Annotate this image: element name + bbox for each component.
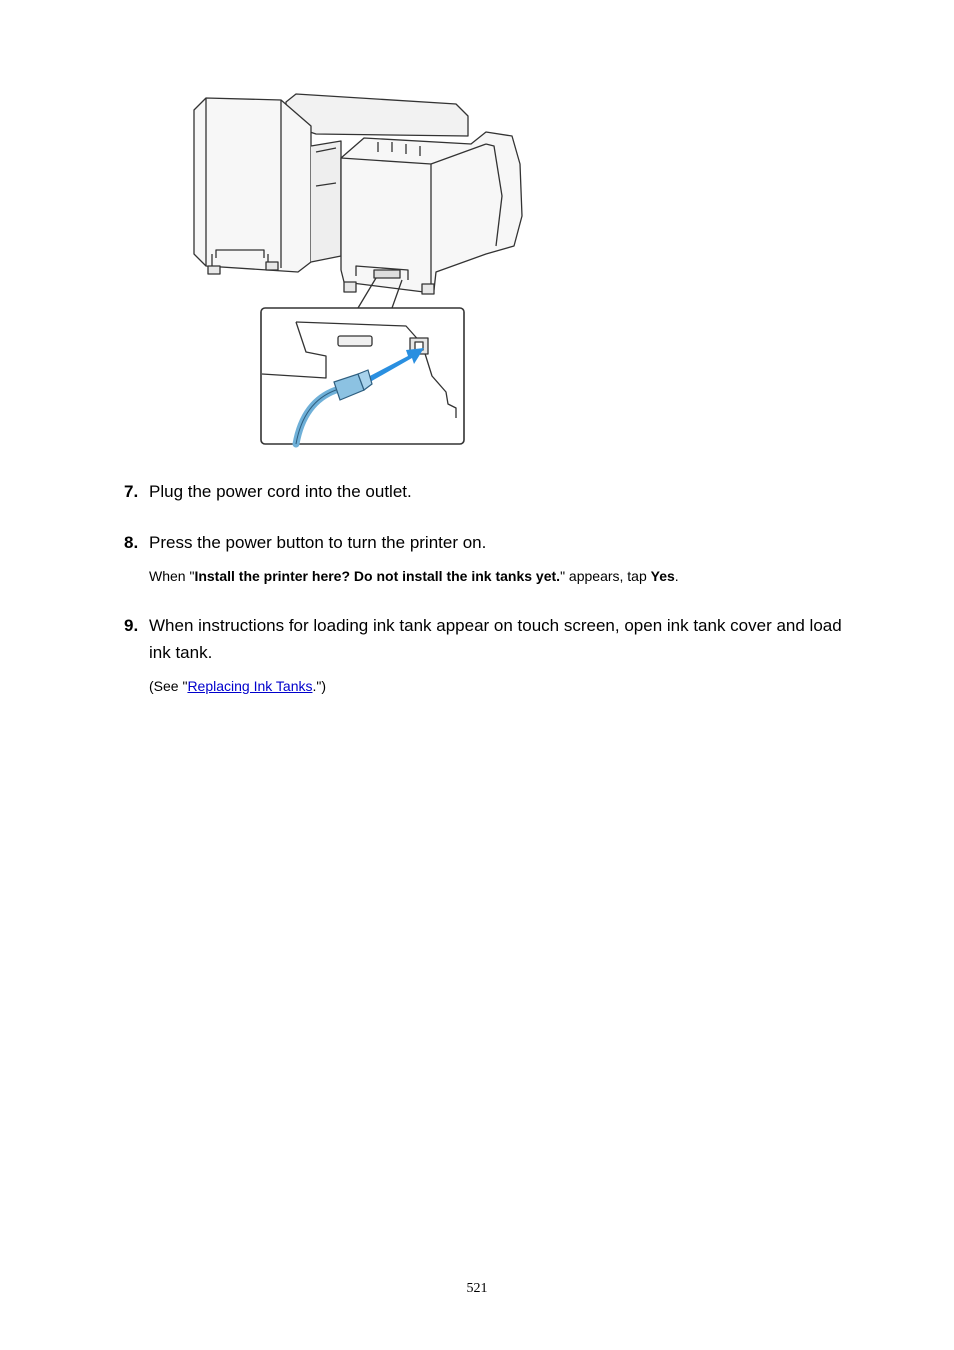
step-text: Press the power button to turn the printer on. (149, 533, 487, 552)
page-number: 521 (466, 1281, 488, 1296)
replacing-ink-tanks-link[interactable]: Replacing Ink Tanks (187, 678, 313, 694)
printer-power-cord-illustration (186, 86, 526, 448)
note-text: " appears, tap (560, 568, 651, 584)
step-number: 7. (124, 482, 139, 501)
note-text: (See " (149, 678, 188, 694)
step-text: Plug the power cord into the outlet. (149, 482, 412, 501)
yes-button-label: Yes (650, 568, 675, 584)
note-text: When " (149, 568, 195, 584)
step-number: 8. (124, 533, 139, 552)
message-text: Install the printer here? Do not install the ink tanks yet. (194, 568, 561, 584)
step-8-note (149, 566, 679, 586)
note-text: . (674, 568, 679, 584)
note-text: .") (312, 678, 327, 694)
step-text: When instructions for loading ink tank appear on touch screen, open ink tank cover and load ink tank. (149, 616, 842, 662)
step-9-note (149, 676, 326, 696)
step-number: 9. (124, 616, 139, 635)
